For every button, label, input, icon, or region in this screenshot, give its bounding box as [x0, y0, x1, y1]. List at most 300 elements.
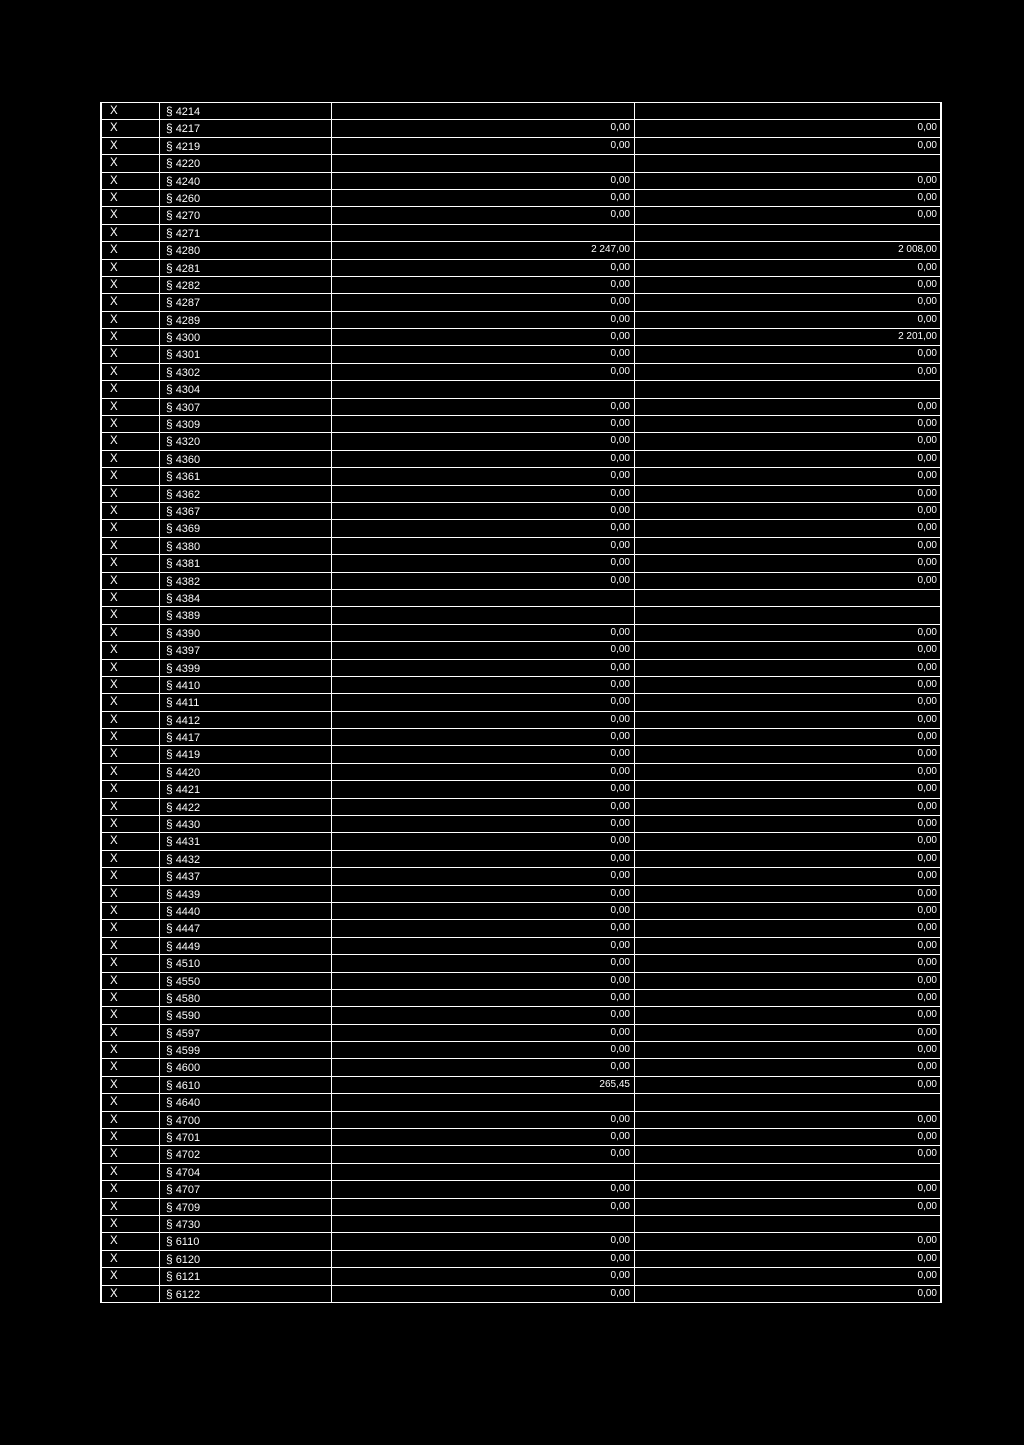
amount-column-1: 0,00 — [332, 329, 635, 345]
paragraph-code: 4382 — [175, 575, 201, 588]
amount-column-1: 2 247,00 — [332, 242, 635, 258]
paragraph-code: 6110 — [175, 1236, 200, 1249]
amount-column-2: 0,00 — [917, 504, 937, 516]
amount-column-1: 0,00 — [332, 451, 635, 467]
paragraph-code-cell — [160, 346, 332, 362]
section-sign: § — [166, 851, 173, 866]
section-sign: § — [166, 451, 173, 466]
amount-column-2: 0,00 — [917, 261, 937, 273]
table-row — [102, 746, 940, 763]
amount-column-1: 0,00 — [332, 746, 635, 762]
amount-column-1: 0,00 — [332, 1025, 635, 1041]
table-row — [102, 329, 940, 346]
amount-column-1: 0,00 — [332, 642, 635, 658]
amount-column-1: 0,00 — [332, 1251, 635, 1267]
row-mark: X — [102, 399, 160, 415]
row-mark: X — [102, 816, 160, 832]
section-sign: § — [166, 903, 173, 918]
amount-column-1: 0,00 — [332, 990, 635, 1006]
amount-column-1: 0,00 — [332, 764, 635, 780]
paragraph-code: 4580 — [175, 992, 201, 1005]
row-mark: X — [102, 225, 160, 241]
section-sign: § — [166, 573, 173, 588]
paragraph-code-cell — [160, 886, 332, 902]
amount-column-1: 0,00 — [332, 1233, 635, 1249]
section-sign: § — [166, 260, 173, 275]
paragraph-code-cell — [160, 816, 332, 832]
table-row — [102, 920, 940, 937]
row-mark: X — [102, 1112, 160, 1128]
paragraph-code-cell — [160, 660, 332, 676]
paragraph-code: 4431 — [175, 836, 201, 849]
paragraph-code-cell — [160, 1181, 332, 1197]
paragraph-code-cell — [160, 381, 332, 397]
table-row — [102, 1268, 940, 1285]
paragraph-code: 4302 — [175, 366, 201, 379]
table-row — [102, 155, 940, 172]
amount-column-2: 0,00 — [917, 400, 937, 412]
section-sign: § — [166, 173, 173, 188]
section-sign: § — [166, 295, 173, 310]
amount-column-1: 0,00 — [332, 938, 635, 954]
row-mark: X — [102, 938, 160, 954]
paragraph-code-cell — [160, 955, 332, 971]
row-mark: X — [102, 381, 160, 397]
section-sign: § — [166, 364, 173, 379]
row-mark: X — [102, 1181, 160, 1197]
amount-column-2: 0,00 — [917, 1148, 937, 1160]
table-row — [102, 1025, 940, 1042]
row-mark: X — [102, 520, 160, 536]
row-mark: X — [102, 433, 160, 449]
amount-column-1: 0,00 — [332, 433, 635, 449]
amount-column-2: 0,00 — [917, 713, 937, 725]
amount-column-1: 0,00 — [332, 799, 635, 815]
amount-column-1: 0,00 — [332, 364, 635, 380]
amount-column-1: 0,00 — [332, 520, 635, 536]
section-sign: § — [166, 1060, 173, 1075]
paragraph-code-cell — [160, 868, 332, 884]
paragraph-code-cell — [160, 416, 332, 432]
amount-column-2: 0,00 — [917, 278, 937, 290]
amount-column-1 — [332, 155, 635, 171]
row-mark: X — [102, 155, 160, 171]
row-mark: X — [102, 329, 160, 345]
paragraph-code: 4217 — [175, 123, 201, 136]
section-sign: § — [166, 886, 173, 901]
paragraph-code: 4220 — [175, 158, 201, 171]
paragraph-code: 4270 — [175, 210, 201, 223]
amount-column-2 — [635, 155, 940, 171]
row-mark: X — [102, 799, 160, 815]
table-row — [102, 207, 940, 224]
paragraph-code-cell — [160, 242, 332, 258]
amount-column-2: 0,00 — [917, 557, 937, 569]
section-sign: § — [166, 208, 173, 223]
paragraph-code: 4709 — [175, 1201, 201, 1214]
paragraph-code-cell — [160, 1042, 332, 1058]
row-mark: X — [102, 990, 160, 1006]
paragraph-code-cell — [160, 173, 332, 189]
paragraph-code: 4289 — [175, 314, 201, 327]
table-row — [102, 1233, 940, 1250]
table-row — [102, 416, 940, 433]
paragraph-code: 4367 — [175, 505, 201, 518]
amount-column-1: 0,00 — [332, 468, 635, 484]
section-sign: § — [166, 312, 173, 327]
paragraph-code: 4360 — [175, 453, 201, 466]
row-mark: X — [102, 451, 160, 467]
section-sign: § — [166, 712, 173, 727]
amount-column-2: 0,00 — [917, 783, 937, 795]
paragraph-code-cell — [160, 729, 332, 745]
amount-column-1: 0,00 — [332, 277, 635, 293]
row-mark: X — [102, 1164, 160, 1180]
paragraph-code: 4422 — [175, 801, 201, 814]
paragraph-code: 6121 — [175, 1271, 201, 1284]
amount-column-2: 0,00 — [917, 122, 937, 134]
row-mark: X — [102, 1025, 160, 1041]
section-sign: § — [166, 277, 173, 292]
section-sign: § — [166, 1147, 173, 1162]
amount-column-1 — [332, 1094, 635, 1110]
amount-column-2 — [635, 607, 940, 623]
paragraph-code: 4397 — [175, 645, 201, 658]
paragraph-code: 4281 — [175, 262, 201, 275]
table-row — [102, 1181, 940, 1198]
table-row — [102, 1077, 940, 1094]
row-mark: X — [102, 1129, 160, 1145]
amount-column-1: 0,00 — [332, 312, 635, 328]
amount-column-2: 0,00 — [917, 939, 937, 951]
section-sign: § — [166, 677, 173, 692]
paragraph-code-cell — [160, 207, 332, 223]
amount-column-2: 0,00 — [917, 696, 937, 708]
section-sign: § — [166, 817, 173, 832]
paragraph-code-cell — [160, 1286, 332, 1302]
amount-column-2: 0,00 — [917, 800, 937, 812]
row-mark: X — [102, 364, 160, 380]
amount-column-2: 0,00 — [917, 626, 937, 638]
table-row — [102, 503, 940, 520]
amount-column-1: 0,00 — [332, 712, 635, 728]
amount-column-1: 0,00 — [332, 1042, 635, 1058]
amount-column-2: 0,00 — [917, 1131, 937, 1143]
table-row — [102, 1094, 940, 1111]
paragraph-code-cell — [160, 590, 332, 606]
amount-column-2: 0,00 — [917, 1026, 937, 1038]
paragraph-code-cell — [160, 799, 332, 815]
paragraph-code-cell — [160, 1007, 332, 1023]
paragraph-code-cell — [160, 1199, 332, 1215]
paragraph-code-cell — [160, 451, 332, 467]
row-mark: X — [102, 1251, 160, 1267]
paragraph-code: 4300 — [175, 332, 201, 345]
table-row — [102, 1164, 940, 1181]
paragraph-code: 4369 — [175, 523, 201, 536]
table-row — [102, 1042, 940, 1059]
table-row — [102, 1199, 940, 1216]
amount-column-1: 0,00 — [332, 833, 635, 849]
paragraph-code-cell — [160, 1233, 332, 1249]
table-row — [102, 625, 940, 642]
amount-column-2: 0,00 — [917, 818, 937, 830]
amount-column-1: 0,00 — [332, 1286, 635, 1302]
table-row — [102, 381, 940, 398]
amount-column-1 — [332, 1216, 635, 1232]
paragraph-code: 4219 — [175, 140, 201, 153]
table-row — [102, 520, 940, 537]
paragraph-code-cell — [160, 781, 332, 797]
section-sign: § — [166, 625, 173, 640]
amount-column-2: 2 008,00 — [898, 244, 937, 256]
paragraph-code-cell — [160, 555, 332, 571]
row-mark: X — [102, 242, 160, 258]
amount-column-2: 0,00 — [917, 835, 937, 847]
row-mark: X — [102, 1059, 160, 1075]
amount-column-2: 0,00 — [917, 418, 937, 430]
amount-column-2 — [635, 225, 940, 241]
amount-column-1: 0,00 — [332, 1007, 635, 1023]
row-mark: X — [102, 1042, 160, 1058]
amount-column-2: 0,00 — [917, 574, 937, 586]
amount-column-1: 0,00 — [332, 260, 635, 276]
amount-column-2: 0,00 — [917, 1044, 937, 1056]
amount-column-1: 0,00 — [332, 677, 635, 693]
row-mark: X — [102, 903, 160, 919]
section-sign: § — [166, 1182, 173, 1197]
row-mark: X — [102, 607, 160, 623]
row-mark: X — [102, 677, 160, 693]
paragraph-code-cell — [160, 990, 332, 1006]
paragraph-code-cell — [160, 520, 332, 536]
table-row — [102, 468, 940, 485]
amount-column-1: 0,00 — [332, 660, 635, 676]
table-row — [102, 1251, 940, 1268]
row-mark: X — [102, 573, 160, 589]
amount-column-1 — [332, 225, 635, 241]
paragraph-code-cell — [160, 1059, 332, 1075]
table-row — [102, 120, 940, 137]
amount-column-1: 0,00 — [332, 729, 635, 745]
paragraph-code: 4390 — [175, 627, 201, 640]
paragraph-code: 4280 — [175, 245, 201, 258]
paragraph-code-cell — [160, 1025, 332, 1041]
amount-column-2: 0,00 — [917, 1252, 937, 1264]
table-row — [102, 607, 940, 624]
paragraph-code: 4730 — [175, 1219, 201, 1231]
amount-column-1: 0,00 — [332, 781, 635, 797]
section-sign: § — [166, 156, 173, 171]
row-mark: X — [102, 764, 160, 780]
paragraph-code-cell — [160, 190, 332, 206]
row-mark: X — [102, 1216, 160, 1232]
paragraph-code: 4384 — [175, 592, 201, 605]
paragraph-code-cell — [160, 1268, 332, 1284]
paragraph-code: 4320 — [175, 436, 201, 449]
table-row — [102, 1059, 940, 1076]
row-mark: X — [102, 555, 160, 571]
paragraph-code-cell — [160, 503, 332, 519]
amount-column-2: 0,00 — [917, 731, 937, 743]
paragraph-code-cell — [160, 1216, 332, 1232]
row-mark: X — [102, 660, 160, 676]
amount-column-1: 0,00 — [332, 1112, 635, 1128]
section-sign: § — [166, 382, 173, 397]
amount-column-1: 0,00 — [332, 868, 635, 884]
paragraph-code: 4304 — [175, 384, 201, 397]
amount-column-2: 0,00 — [917, 852, 937, 864]
paragraph-code: 4361 — [175, 471, 201, 484]
row-mark: X — [102, 260, 160, 276]
amount-column-1 — [332, 103, 635, 119]
paragraph-code-cell — [160, 312, 332, 328]
table-row — [102, 851, 940, 868]
amount-column-1: 0,00 — [332, 1146, 635, 1162]
row-mark: X — [102, 1094, 160, 1110]
amount-column-2: 0,00 — [917, 452, 937, 464]
table-row — [102, 886, 940, 903]
amount-column-1: 0,00 — [332, 416, 635, 432]
section-sign: § — [166, 1251, 173, 1266]
row-mark: X — [102, 781, 160, 797]
table-row — [102, 1112, 940, 1129]
row-mark: X — [102, 468, 160, 484]
paragraph-code: 4439 — [175, 888, 201, 901]
table-row — [102, 242, 940, 259]
paragraph-code: 4597 — [175, 1027, 201, 1040]
amount-column-2: 0,00 — [917, 365, 937, 377]
table-row — [102, 260, 940, 277]
row-mark: X — [102, 1077, 160, 1093]
amount-column-2: 0,00 — [917, 922, 937, 934]
section-sign: § — [166, 104, 173, 118]
paragraph-code-cell — [160, 1077, 332, 1093]
paragraph-code-cell — [160, 851, 332, 867]
amount-column-2: 0,00 — [917, 1078, 937, 1090]
section-sign: § — [166, 538, 173, 553]
amount-column-1 — [332, 607, 635, 623]
amount-column-1: 0,00 — [332, 625, 635, 641]
paragraph-code-cell — [160, 329, 332, 345]
paragraph-code-cell — [160, 677, 332, 693]
table-row — [102, 225, 940, 242]
section-sign: § — [166, 503, 173, 518]
paragraph-code-cell — [160, 1129, 332, 1145]
paragraph-code: 4640 — [175, 1097, 201, 1110]
amount-column-2: 0,00 — [917, 644, 937, 656]
amount-column-2: 0,00 — [917, 487, 937, 499]
amount-column-2: 0,00 — [917, 1235, 937, 1247]
amount-column-1: 0,00 — [332, 694, 635, 710]
paragraph-code: 4381 — [175, 558, 201, 571]
table-row — [102, 138, 940, 155]
amount-column-2: 0,00 — [917, 870, 937, 882]
section-sign: § — [166, 660, 173, 675]
paragraph-code-cell — [160, 973, 332, 989]
amount-column-2 — [635, 381, 940, 397]
paragraph-code: 6120 — [175, 1253, 201, 1266]
row-mark: X — [102, 973, 160, 989]
row-mark: X — [102, 868, 160, 884]
table-row — [102, 555, 940, 572]
row-mark: X — [102, 294, 160, 310]
section-sign: § — [166, 1043, 173, 1058]
amount-column-1: 0,00 — [332, 503, 635, 519]
amount-column-2: 0,00 — [917, 1183, 937, 1195]
row-mark: X — [102, 1199, 160, 1215]
section-sign: § — [166, 399, 173, 414]
paragraph-code-cell — [160, 260, 332, 276]
section-sign: § — [166, 747, 173, 762]
section-sign: § — [166, 973, 173, 988]
row-mark: X — [102, 416, 160, 432]
table-row — [102, 346, 940, 363]
amount-column-2: 0,00 — [917, 991, 937, 1003]
row-mark: X — [102, 486, 160, 502]
paragraph-code-cell — [160, 607, 332, 623]
row-mark: X — [102, 312, 160, 328]
table-row — [102, 816, 940, 833]
paragraph-code-cell — [160, 746, 332, 762]
row-mark: X — [102, 833, 160, 849]
table-row — [102, 712, 940, 729]
paragraph-code-cell — [160, 1164, 332, 1180]
paragraph-code: 4399 — [175, 662, 201, 675]
row-mark: X — [102, 955, 160, 971]
amount-column-1: 0,00 — [332, 920, 635, 936]
table-row — [102, 573, 940, 590]
row-mark: X — [102, 138, 160, 154]
section-sign: § — [166, 121, 173, 136]
table-row — [102, 1286, 940, 1303]
row-mark: X — [102, 103, 160, 119]
amount-column-1: 0,00 — [332, 294, 635, 310]
section-sign: § — [166, 921, 173, 936]
table-row — [102, 190, 940, 207]
paragraph-code: 4301 — [175, 349, 201, 362]
table-row — [102, 590, 940, 607]
amount-column-2: 0,00 — [917, 1270, 937, 1282]
paragraph-code: 4307 — [175, 401, 201, 414]
amount-column-1: 0,00 — [332, 538, 635, 554]
row-mark: X — [102, 173, 160, 189]
amount-column-2: 0,00 — [917, 1009, 937, 1021]
paragraph-code: 4702 — [175, 1149, 201, 1162]
table-row — [102, 433, 940, 450]
row-mark: X — [102, 729, 160, 745]
paragraph-code-cell — [160, 1112, 332, 1128]
table-row — [102, 973, 940, 990]
amount-column-1: 0,00 — [332, 190, 635, 206]
amount-column-2 — [635, 1094, 940, 1110]
amount-column-2 — [635, 103, 940, 119]
amount-column-2: 0,00 — [917, 139, 937, 151]
section-sign: § — [166, 434, 173, 449]
amount-column-2: 0,00 — [917, 209, 937, 221]
paragraph-code: 4432 — [175, 853, 201, 866]
amount-column-2: 0,00 — [917, 748, 937, 760]
paragraph-code: 4362 — [175, 488, 201, 501]
section-sign: § — [166, 1286, 173, 1301]
paragraph-code: 4420 — [175, 766, 201, 779]
paragraph-code-cell — [160, 764, 332, 780]
amount-column-1: 265,45 — [332, 1077, 635, 1093]
table-row — [102, 677, 940, 694]
table-row — [102, 764, 940, 781]
paragraph-code-cell — [160, 155, 332, 171]
table-row — [102, 833, 940, 850]
